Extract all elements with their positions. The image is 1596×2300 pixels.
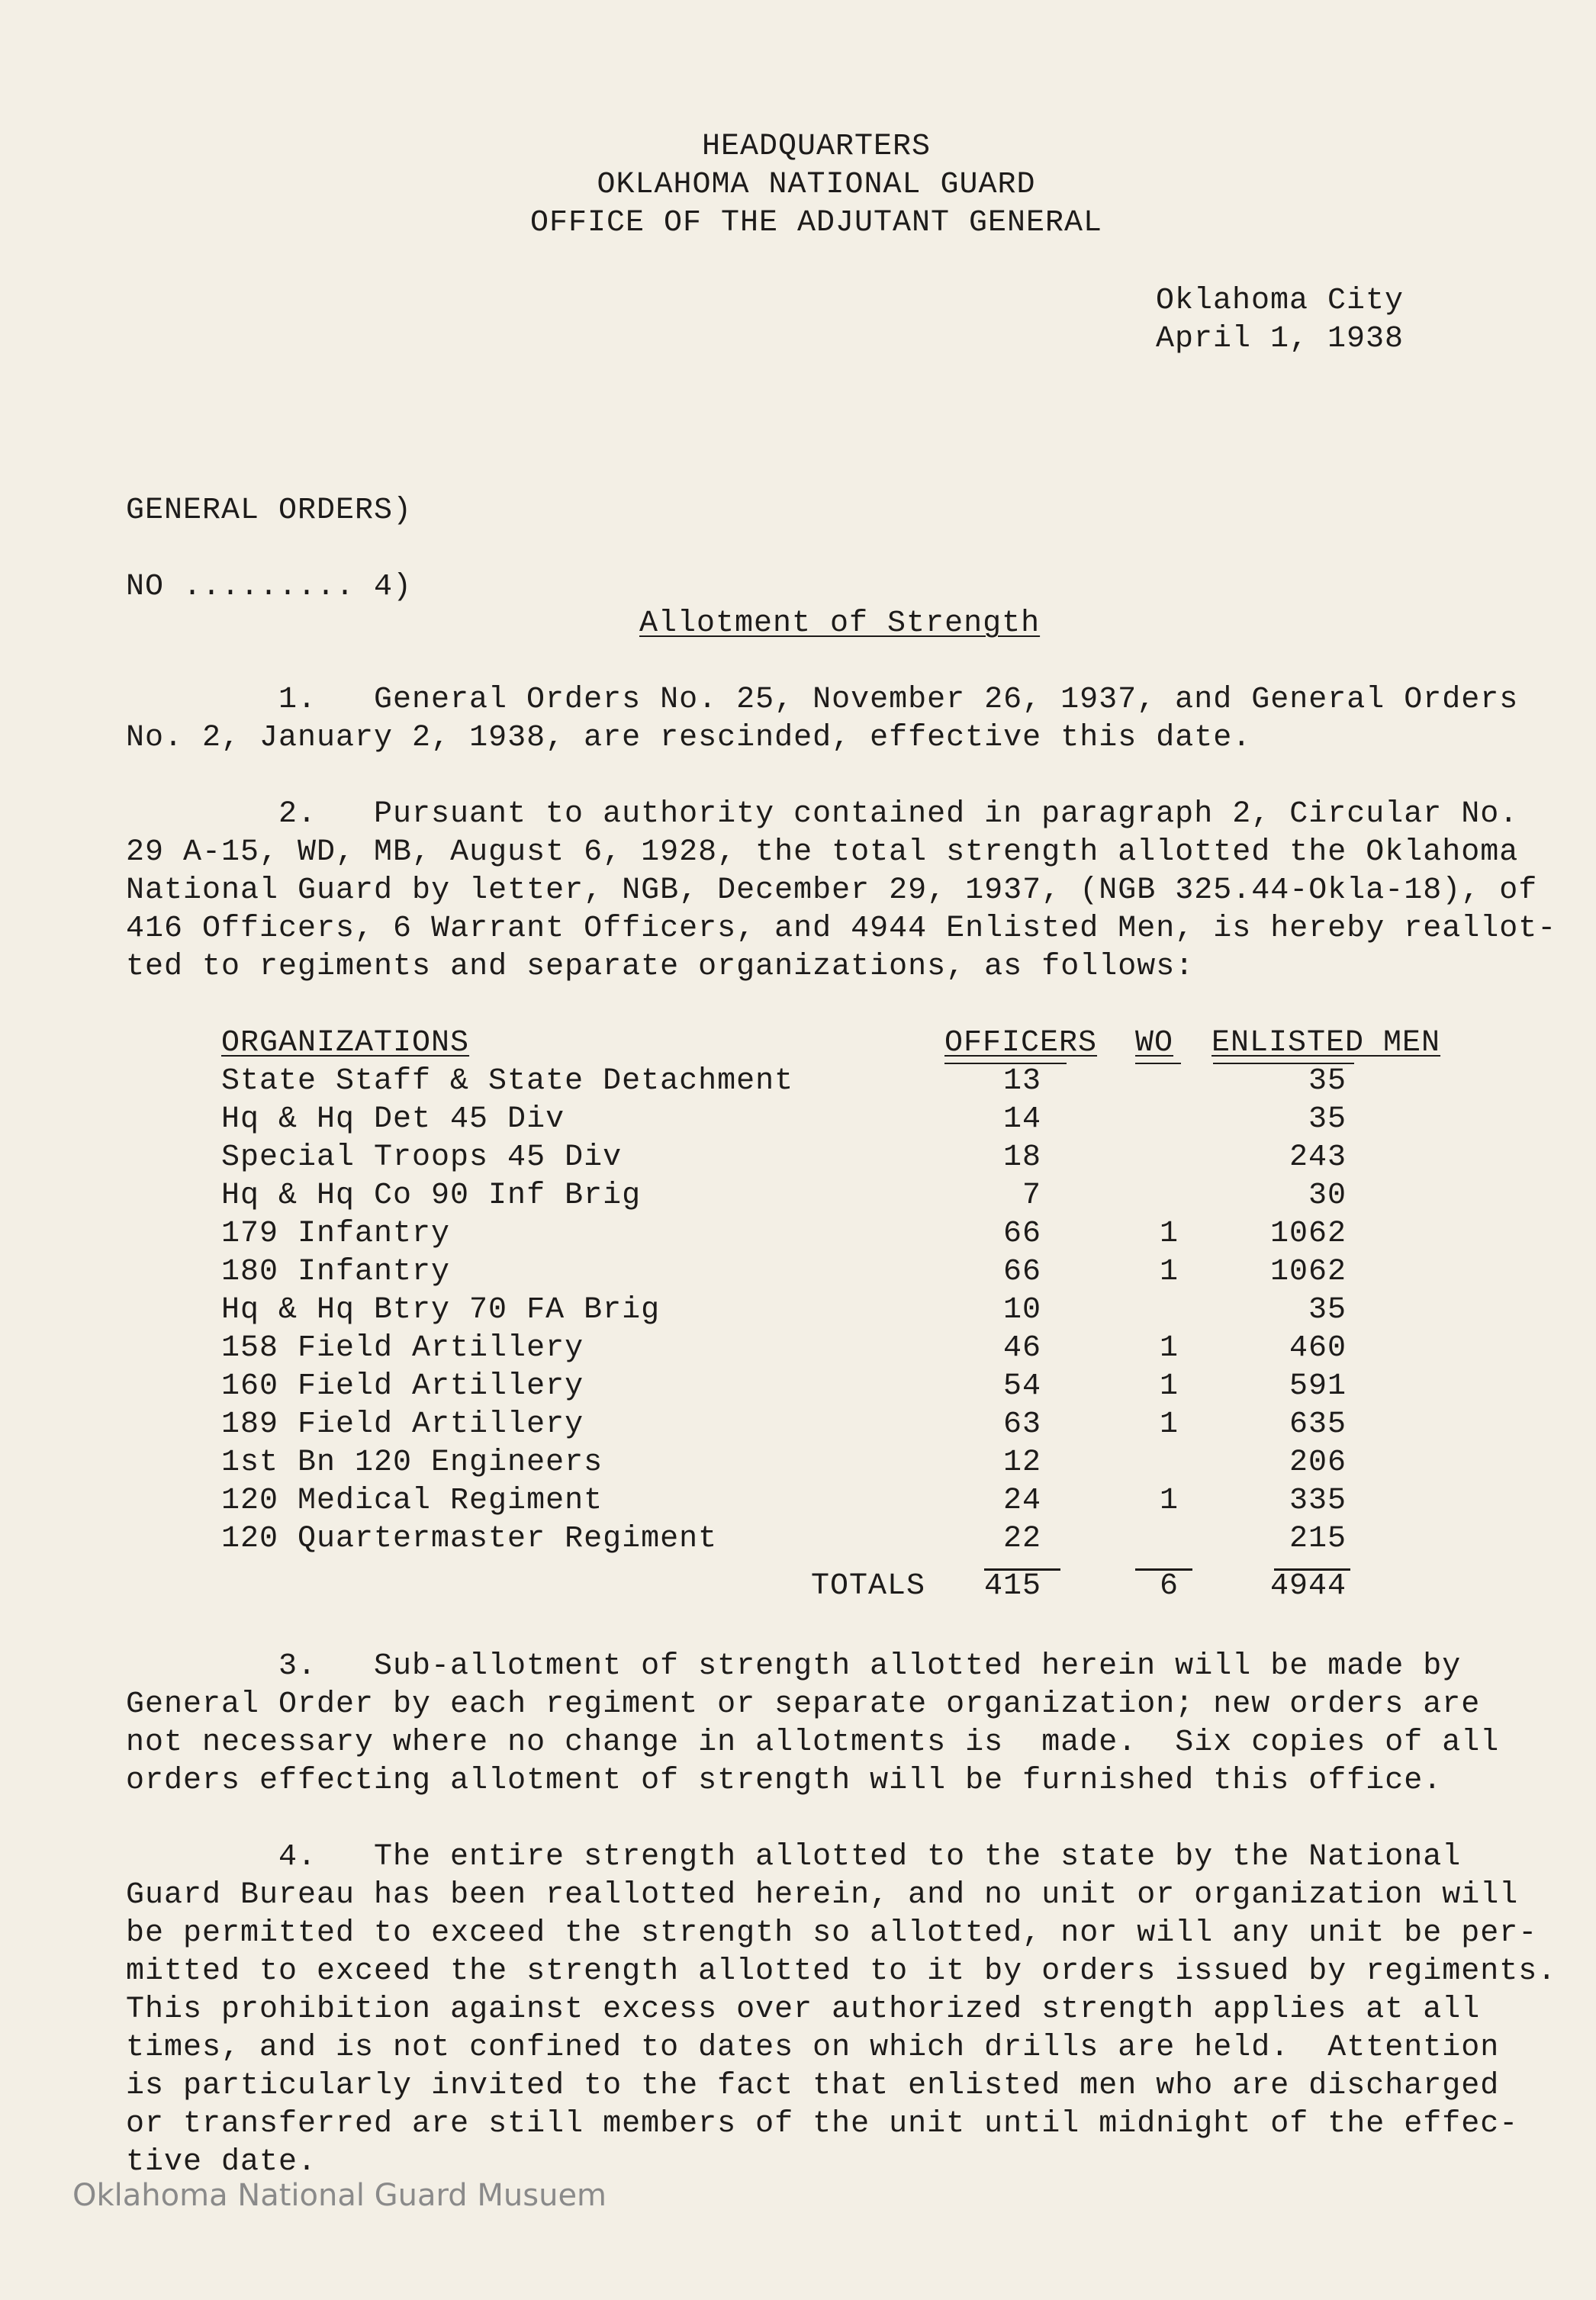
paragraph-4-line-9: tive date. — [126, 2145, 317, 2179]
paragraph-2-line-5: ted to regiments and separate organizations, as follows: — [126, 950, 1195, 984]
table-row-officers: 63 — [1002, 1407, 1041, 1442]
table-row-wo: 1 — [1159, 1331, 1179, 1366]
paragraph-4-line-2: Guard Bureau has been reallotted herein, and no unit or organization will — [126, 1878, 1519, 1912]
table-row-enlisted: 635 — [1289, 1407, 1347, 1442]
paragraph-4-line-1: 4. The entire strength allotted to the state by the National — [278, 1840, 1462, 1874]
paragraph-4-line-7: is particularly invited to the fact that enlisted men who are discharged — [126, 2069, 1500, 2103]
table-row-wo: 1 — [1159, 1484, 1179, 1518]
date: April 1, 1938 — [1156, 322, 1405, 356]
table-header-officers: OFFICERS — [944, 1026, 1098, 1060]
table-row-officers: 66 — [1002, 1255, 1041, 1289]
table-header-wo: WO — [1135, 1026, 1174, 1060]
table-row-enlisted: 591 — [1289, 1369, 1347, 1404]
table-row-organization: 1st Bn 120 Engineers — [221, 1446, 603, 1480]
paragraph-3-line-3: not necessary where no change in allotments is made. Six copies of all — [126, 1726, 1500, 1760]
paragraph-4-line-6: times, and is not confined to dates on which drills are held. Attention — [126, 2031, 1500, 2065]
paragraph-2-line-4: 416 Officers, 6 Warrant Officers, and 4944 Enlisted Men, is hereby reallot- — [126, 912, 1557, 946]
table-row-enlisted: 335 — [1289, 1484, 1347, 1518]
table-row-organization: 120 Quartermaster Regiment — [221, 1522, 718, 1556]
table-row-organization: State Staff & State Detachment — [221, 1064, 794, 1099]
museum-watermark: Oklahoma National Guard Musuem — [72, 2178, 607, 2213]
table-row-organization: 179 Infantry — [221, 1217, 451, 1251]
table-row-officers: 66 — [1002, 1217, 1041, 1251]
table-row-officers: 7 — [1022, 1179, 1041, 1213]
header-rule — [944, 1063, 1067, 1064]
table-row-organization: Hq & Hq Det 45 Div — [221, 1102, 565, 1137]
table-row-organization: 120 Medical Regiment — [221, 1484, 603, 1518]
header-rule — [1135, 1063, 1181, 1064]
table-row-organization: Hq & Hq Co 90 Inf Brig — [221, 1179, 642, 1213]
table-header-organizations: ORGANIZATIONS — [221, 1026, 470, 1060]
table-row-enlisted: 35 — [1308, 1064, 1347, 1099]
subject-title: Allotment of Strength — [639, 606, 1041, 641]
table-row-organization: Hq & Hq Btry 70 FA Brig — [221, 1293, 661, 1327]
totals-enlisted: 4944 — [1269, 1569, 1347, 1604]
table-row-wo: 1 — [1159, 1255, 1179, 1289]
paragraph-2-line-3: National Guard by letter, NGB, December 29, 1937, (NGB 325.44-Okla-18), of — [126, 873, 1538, 908]
header-rule — [1213, 1063, 1354, 1064]
totals-officers: 415 — [983, 1569, 1041, 1604]
table-row-enlisted: 243 — [1289, 1140, 1347, 1175]
table-row-officers: 10 — [1002, 1293, 1041, 1327]
table-row-wo: 1 — [1159, 1407, 1179, 1442]
table-header-enlisted-men: ENLISTED MEN — [1211, 1026, 1441, 1060]
paragraph-1-line-1: 1. General Orders No. 25, November 26, 1937, and General Orders — [278, 683, 1519, 717]
paragraph-4-line-8: or transferred are still members of the unit until midnight of the effec- — [126, 2107, 1519, 2141]
paragraph-2-line-1: 2. Pursuant to authority contained in paragraph 2, Circular No. — [278, 797, 1519, 832]
table-row-enlisted: 460 — [1289, 1331, 1347, 1366]
table-row-organization: 180 Infantry — [221, 1255, 451, 1289]
table-row-officers: 18 — [1002, 1140, 1041, 1175]
paragraph-3-line-1: 3. Sub-allotment of strength allotted herein will be made by — [278, 1649, 1462, 1684]
table-row-enlisted: 1062 — [1269, 1255, 1347, 1289]
paragraph-3-line-4: orders effecting allotment of strength will be furnished this office. — [126, 1764, 1443, 1798]
totals-wo: 6 — [1159, 1569, 1179, 1604]
table-row-organization: Special Troops 45 Div — [221, 1140, 623, 1175]
paragraph-3-line-2: General Order by each regiment or separate organization; new orders are — [126, 1687, 1481, 1722]
table-row-enlisted: 206 — [1289, 1446, 1347, 1480]
table-row-organization: 158 Field Artillery — [221, 1331, 584, 1366]
totals-label: TOTALS — [811, 1569, 926, 1604]
city: Oklahoma City — [1156, 284, 1405, 318]
table-row-officers: 22 — [1002, 1522, 1041, 1556]
table-row-wo: 1 — [1159, 1217, 1179, 1251]
paragraph-4-line-5: This prohibition against excess over authorized strength applies at all — [126, 1993, 1481, 2027]
header-line-3: OFFICE OF THE ADJUTANT GENERAL — [529, 206, 1103, 240]
table-row-officers: 54 — [1002, 1369, 1041, 1404]
table-row-officers: 24 — [1002, 1484, 1041, 1518]
table-row-enlisted: 35 — [1308, 1102, 1347, 1137]
header-line-1: HEADQUARTERS — [701, 130, 932, 164]
table-row-officers: 14 — [1002, 1102, 1041, 1137]
header-line-2: OKLAHOMA NATIONAL GUARD — [597, 168, 1036, 202]
table-row-officers: 12 — [1002, 1446, 1041, 1480]
paragraph-2-line-2: 29 A-15, WD, MB, August 6, 1928, the total strength allotted the Oklahoma — [126, 835, 1519, 870]
table-row-wo: 1 — [1159, 1369, 1179, 1404]
table-row-organization: 189 Field Artillery — [221, 1407, 584, 1442]
table-row-officers: 46 — [1002, 1331, 1041, 1366]
table-row-enlisted: 35 — [1308, 1293, 1347, 1327]
table-row-enlisted: 30 — [1308, 1179, 1347, 1213]
order-number: NO ......... 4) — [126, 570, 413, 604]
paragraph-4-line-3: be permitted to exceed the strength so allotted, nor will any unit be per- — [126, 1916, 1538, 1951]
paragraph-4-line-4: mitted to exceed the strength allotted to it by orders issued by regiments. — [126, 1954, 1557, 1989]
table-row-organization: 160 Field Artillery — [221, 1369, 584, 1404]
table-row-enlisted: 1062 — [1269, 1217, 1347, 1251]
paragraph-1-line-2: No. 2, January 2, 1938, are rescinded, effective this date. — [126, 721, 1252, 755]
table-row-officers: 13 — [1002, 1064, 1041, 1099]
table-row-enlisted: 215 — [1289, 1522, 1347, 1556]
general-orders-label: GENERAL ORDERS) — [126, 494, 413, 528]
